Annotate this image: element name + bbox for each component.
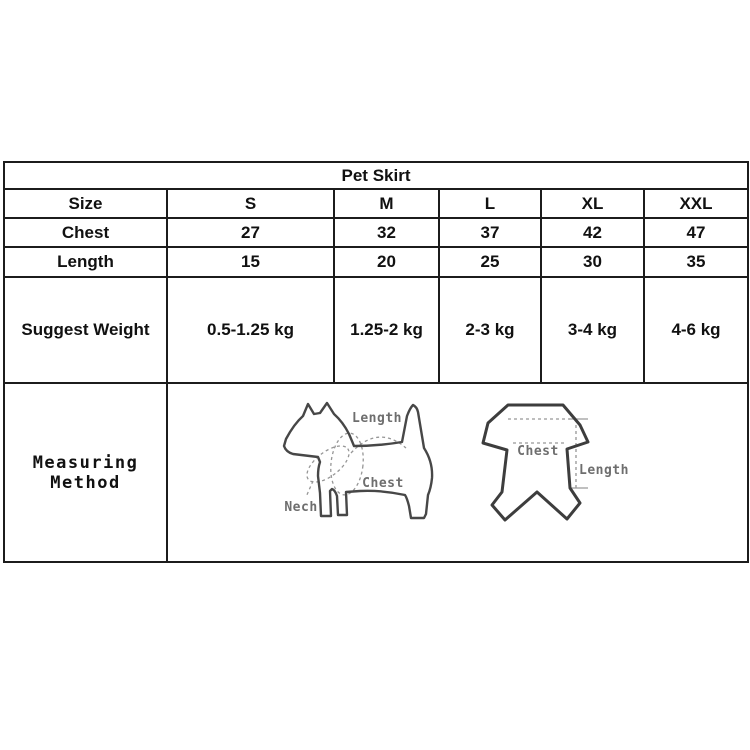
- dog-neck-pointer-line: [306, 481, 313, 497]
- dog-neck-dashed-ellipse: [301, 439, 355, 489]
- dog-measurement-illustration: [280, 400, 440, 545]
- size-chart-table: [3, 161, 749, 563]
- row-label-measuring-method: Measuring Method: [4, 383, 167, 562]
- size-header-row: [4, 189, 748, 218]
- garment-length-label: Length: [579, 463, 629, 478]
- cell-chest-m: 32: [334, 218, 439, 247]
- column-header-m: M: [334, 189, 439, 218]
- cell-length-m: 20: [334, 247, 439, 277]
- column-header-xxl: XXL: [644, 189, 748, 218]
- suggest-weight-row: [4, 277, 748, 383]
- measuring-diagram: [167, 383, 748, 562]
- row-label-suggest-weight: Suggest Weight: [4, 277, 167, 383]
- chest-row: [4, 218, 748, 247]
- garment-outline: [483, 405, 588, 520]
- cell-weight-m: 1.25-2 kg: [334, 277, 439, 383]
- column-header-s: S: [167, 189, 334, 218]
- dog-chest-dashed-ellipse: [328, 431, 366, 496]
- table-title: Pet Skirt: [4, 162, 748, 189]
- dog-neck-label: Nech: [284, 500, 318, 515]
- measuring-method-row: [4, 383, 748, 562]
- garment-measurement-illustration: [470, 395, 630, 545]
- row-label-length: Length: [4, 247, 167, 277]
- title-row: [4, 162, 748, 189]
- dog-chest-label: Chest: [362, 476, 404, 491]
- cell-chest-xl: 42: [541, 218, 644, 247]
- cell-weight-xl: 3-4 kg: [541, 277, 644, 383]
- cell-length-l: 25: [439, 247, 541, 277]
- cell-length-xxl: 35: [644, 247, 748, 277]
- column-header-xl: XL: [541, 189, 644, 218]
- length-row: [4, 247, 748, 277]
- cell-length-s: 15: [167, 247, 334, 277]
- row-label-chest: Chest: [4, 218, 167, 247]
- cell-weight-l: 2-3 kg: [439, 277, 541, 383]
- cell-chest-s: 27: [167, 218, 334, 247]
- column-header-l: L: [439, 189, 541, 218]
- row-label-size: Size: [4, 189, 167, 218]
- cell-weight-xxl: 4-6 kg: [644, 277, 748, 383]
- cell-chest-l: 37: [439, 218, 541, 247]
- dog-length-label: Length: [352, 411, 402, 426]
- cell-weight-s: 0.5-1.25 kg: [167, 277, 334, 383]
- garment-chest-label: Chest: [517, 444, 559, 459]
- cell-length-xl: 30: [541, 247, 644, 277]
- cell-chest-xxl: 47: [644, 218, 748, 247]
